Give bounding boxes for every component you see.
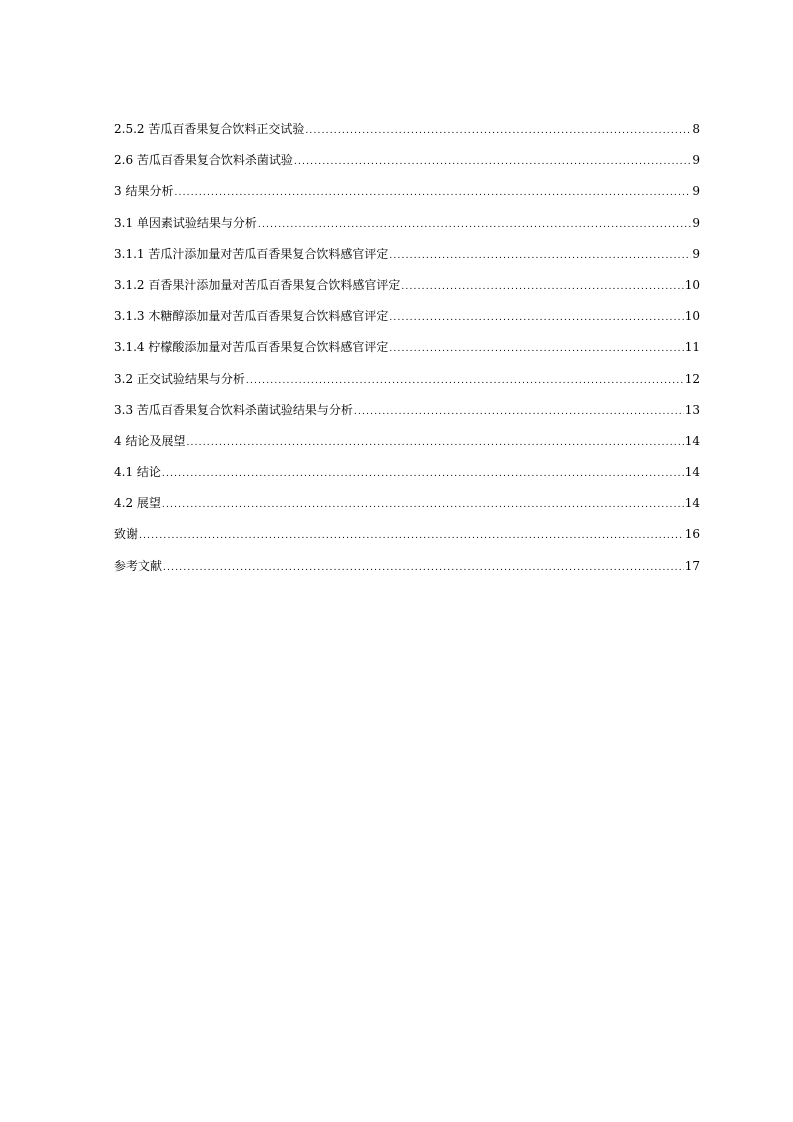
- toc-dot-leader: [389, 246, 691, 266]
- toc-entry-title: 3.3 苦瓜百香果复合饮料杀菌试验结果与分析: [114, 402, 353, 417]
- toc-entry-title: 4.1 结论: [114, 465, 161, 480]
- toc-entry-page: 9: [692, 153, 700, 168]
- toc-entry[interactable]: [114, 275, 700, 306]
- toc-entry-page: 9: [692, 215, 700, 230]
- toc-dot-leader: [389, 308, 683, 328]
- toc-dot-leader: [401, 277, 683, 297]
- toc-dot-leader: [139, 526, 684, 546]
- toc-entry[interactable]: [114, 556, 700, 587]
- toc-entry[interactable]: [114, 462, 700, 493]
- toc-entry-title: 3.1.3 木糖醇添加量对苦瓜百香果复合饮料感官评定: [114, 309, 389, 324]
- toc-entry-page: 16: [684, 527, 700, 542]
- toc-dot-leader: [305, 121, 691, 141]
- toc-entry[interactable]: [114, 337, 700, 368]
- toc-entry-page: 14: [684, 496, 700, 511]
- toc-dot-leader: [186, 433, 683, 453]
- toc-entry-title: 4 结论及展望: [114, 433, 186, 448]
- table-of-contents: [114, 119, 700, 587]
- toc-entry[interactable]: [114, 524, 700, 555]
- toc-entry-title: 2.6 苦瓜百香果复合饮料杀菌试验: [114, 153, 293, 168]
- toc-entry[interactable]: [114, 306, 700, 337]
- toc-entry-page: 14: [684, 433, 700, 448]
- toc-entry-page: 14: [684, 465, 700, 480]
- toc-entry[interactable]: [114, 400, 700, 431]
- toc-entry-title: 3.1.4 柠檬酸添加量对苦瓜百香果复合饮料感官评定: [114, 340, 389, 355]
- toc-entry-page: 13: [684, 402, 700, 417]
- toc-dot-leader: [163, 558, 684, 578]
- toc-dot-leader: [258, 215, 691, 235]
- toc-dot-leader: [162, 495, 684, 515]
- toc-entry[interactable]: [114, 244, 700, 275]
- toc-entry[interactable]: [114, 181, 700, 212]
- toc-entry[interactable]: [114, 213, 700, 244]
- toc-entry-page: 8: [692, 122, 700, 136]
- toc-entry-title: 3.1 单因素试验结果与分析: [114, 215, 257, 230]
- toc-entry-title: 4.2 展望: [114, 496, 161, 511]
- toc-entry-page: 10: [684, 309, 700, 324]
- toc-dot-leader: [162, 464, 684, 484]
- toc-entry-title: 3 结果分析: [114, 184, 174, 199]
- toc-entry-title: 2.5.2 苦瓜百香果复合饮料正交试验: [114, 122, 305, 136]
- toc-dot-leader: [389, 339, 683, 359]
- toc-entry-page: 11: [684, 340, 700, 355]
- toc-entry-title: 3.1.2 百香果汁添加量对苦瓜百香果复合饮料感官评定: [114, 277, 401, 292]
- toc-entry-title: 3.1.1 苦瓜汁添加量对苦瓜百香果复合饮料感官评定: [114, 246, 389, 261]
- toc-entry-page: 9: [692, 246, 700, 261]
- toc-entry[interactable]: [114, 431, 700, 462]
- toc-entry[interactable]: [114, 369, 700, 400]
- toc-entry-page: 12: [684, 371, 700, 386]
- toc-entry[interactable]: [114, 119, 700, 150]
- toc-entry-title: 参考文献: [114, 558, 163, 573]
- toc-entry-page: 17: [684, 558, 700, 573]
- toc-entry[interactable]: [114, 150, 700, 181]
- toc-dot-leader: [174, 183, 691, 203]
- toc-entry-title: 致谢: [114, 527, 139, 542]
- toc-entry-page: 9: [692, 184, 700, 199]
- toc-entry-page: 10: [684, 277, 700, 292]
- toc-entry-title: 3.2 正交试验结果与分析: [114, 371, 245, 386]
- toc-dot-leader: [354, 402, 684, 422]
- toc-entry[interactable]: [114, 493, 700, 524]
- toc-dot-leader: [246, 371, 684, 391]
- toc-dot-leader: [294, 152, 691, 172]
